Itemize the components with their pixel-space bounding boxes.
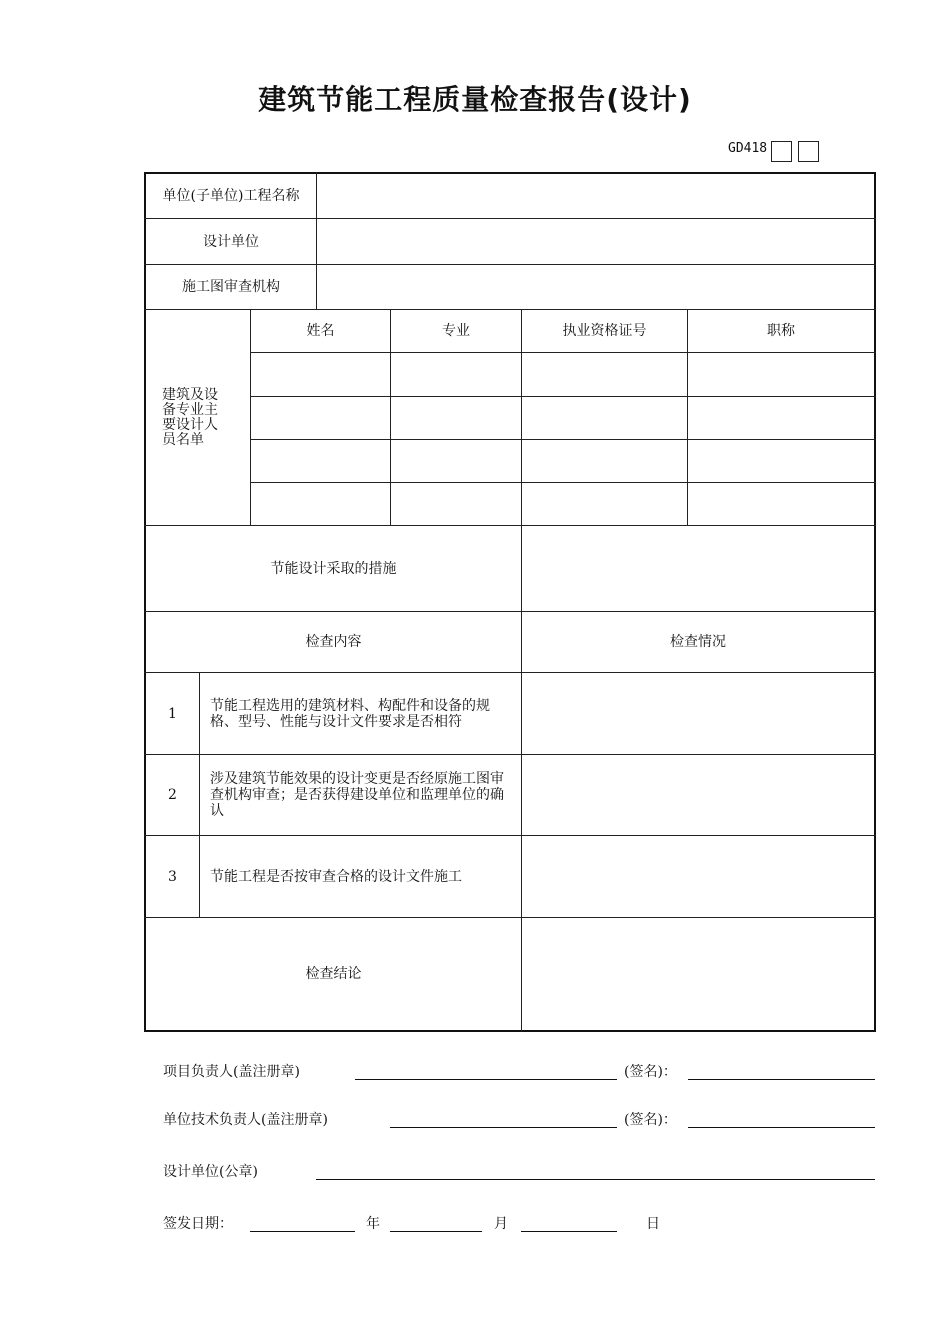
- tech-leader-sign-line[interactable]: [688, 1127, 875, 1128]
- designers-label: 建筑及设备专业主要设计人员名单: [162, 386, 218, 448]
- design-unit-label: 设计单位: [203, 233, 259, 250]
- page-title: 建筑节能工程质量检查报告(设计): [258, 83, 692, 116]
- item-status-field[interactable]: [522, 755, 874, 835]
- item-number: 1: [168, 705, 177, 722]
- row-divider: [250, 396, 876, 397]
- tech-leader-seal-line[interactable]: [390, 1127, 617, 1128]
- row-divider: [250, 439, 876, 440]
- review-org-label: 施工图审查机构: [182, 279, 280, 295]
- header-specialty: 专业: [442, 323, 470, 339]
- review-org-field[interactable]: [317, 265, 874, 309]
- item-number: 3: [168, 868, 177, 885]
- issue-date-label: 签发日期：: [163, 1216, 233, 1232]
- project-name-label: 单位(子单位)工程名称: [162, 188, 300, 204]
- conclusion-field[interactable]: [522, 918, 874, 1030]
- header-name: 姓名: [306, 323, 335, 339]
- tech-leader-label: 单位技术负责人(盖注册章): [163, 1112, 328, 1128]
- month-line[interactable]: [390, 1231, 482, 1232]
- header-license-no: 执业资格证号: [562, 323, 647, 339]
- check-status-header: 检查情况: [670, 634, 726, 650]
- item-text: 节能工程选用的建筑材料、构配件和设备的规格、型号、性能与设计文件要求是否相符: [210, 697, 490, 730]
- item-text: 涉及建筑节能效果的设计变更是否经原施工图审查机构审查；是否获得建设单位和监理单位的确认: [210, 771, 504, 819]
- design-unit-field[interactable]: [317, 219, 874, 264]
- year-line[interactable]: [250, 1231, 355, 1232]
- sign-label: (签名)：: [624, 1064, 677, 1080]
- design-unit-seal-label: 设计单位(公章): [163, 1164, 258, 1180]
- item-text: 节能工程是否按审查合格的设计文件施工: [210, 868, 462, 885]
- item-status-field[interactable]: [522, 673, 874, 754]
- measures-label: 节能设计采取的措施: [270, 560, 397, 577]
- item-number: 2: [168, 787, 177, 803]
- project-leader-sign-line[interactable]: [688, 1079, 875, 1080]
- day-line[interactable]: [521, 1231, 617, 1232]
- design-unit-seal-line[interactable]: [316, 1179, 875, 1180]
- conclusion-label: 检查结论: [305, 966, 362, 982]
- month-label: 月: [494, 1216, 508, 1232]
- check-content-header: 检查内容: [305, 634, 362, 650]
- measures-field[interactable]: [522, 526, 874, 611]
- year-label: 年: [366, 1216, 380, 1232]
- row-divider: [250, 352, 876, 353]
- day-label: 日: [646, 1216, 660, 1232]
- code-box-2[interactable]: [798, 141, 819, 162]
- col-divider: [199, 672, 200, 917]
- form-code: GD418: [728, 141, 768, 156]
- project-leader-label: 项目负责人(盖注册章): [163, 1064, 300, 1080]
- sign-label: (签名)：: [624, 1112, 677, 1128]
- project-name-field[interactable]: [317, 174, 874, 218]
- item-status-field[interactable]: [522, 836, 874, 917]
- header-title: 职称: [767, 323, 795, 339]
- code-box-1[interactable]: [771, 141, 792, 162]
- project-leader-seal-line[interactable]: [355, 1079, 617, 1080]
- row-divider: [250, 482, 876, 483]
